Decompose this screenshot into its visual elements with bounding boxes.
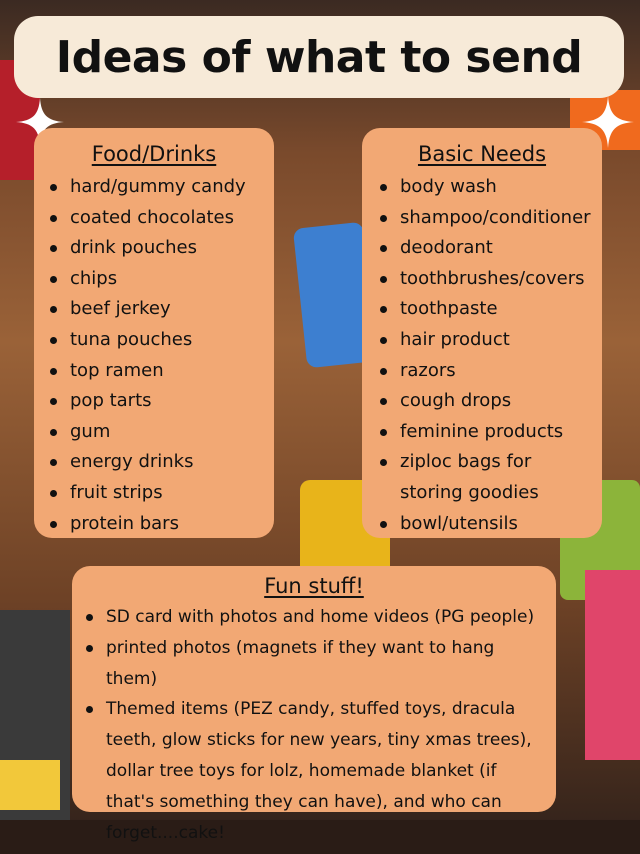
list-item: tuna pouches [40,325,274,356]
pez-refill [0,760,60,810]
list-item: drink pouches [40,233,274,264]
list-item: gum [40,417,274,448]
list-item: fruit strips [40,478,274,509]
list-item: Themed items (PEZ candy, stuffed toys, dracula teeth, glow sticks for new years, tiny xmas trees), dollar tree toys for lolz, homemade blanket (if that's something they can have), and who can forget....cake! [76,694,556,848]
list-item: pop tarts [40,386,274,417]
list-item: razors [370,356,602,387]
list-item: chips [40,264,274,295]
list-item: feminine products [370,417,602,448]
food-drinks-card [34,128,274,538]
list-item: shampoo/conditioner [370,203,602,234]
title-banner [14,16,624,98]
list-item: energy drinks [40,447,274,478]
list-item: hair product [370,325,602,356]
pink-package [585,570,640,760]
list-item: coated chocolates [40,203,274,234]
list-item: beef jerkey [40,294,274,325]
basic-needs-heading: Basic Needs [417,142,547,166]
list-item: hard/gummy candy [40,172,274,203]
list-item: ziploc bags for storing goodies [370,447,570,508]
food-drinks-heading: Food/Drinks [91,142,217,166]
fun-stuff-card [72,566,556,843]
list-item: toothpaste [370,294,602,325]
basic-needs-card [362,128,602,538]
list-item: cough drops [370,386,602,417]
fun-stuff-list [72,602,556,848]
list-item: protein bars [40,509,274,540]
list-item: SD card with photos and home videos (PG people) [76,602,556,633]
list-item: deodorant [370,233,602,264]
fun-stuff-heading: Fun stuff! [264,574,364,598]
list-item: top ramen [40,356,274,387]
page-title: Ideas of what to send [55,31,583,83]
list-item: body wash [370,172,602,203]
basic-needs-list [362,172,602,539]
food-drinks-list [34,172,274,539]
list-item: printed photos (magnets if they want to hang them) [76,633,556,695]
list-item: toothbrushes/covers [370,264,602,295]
list-item: bowl/utensils [370,509,602,540]
